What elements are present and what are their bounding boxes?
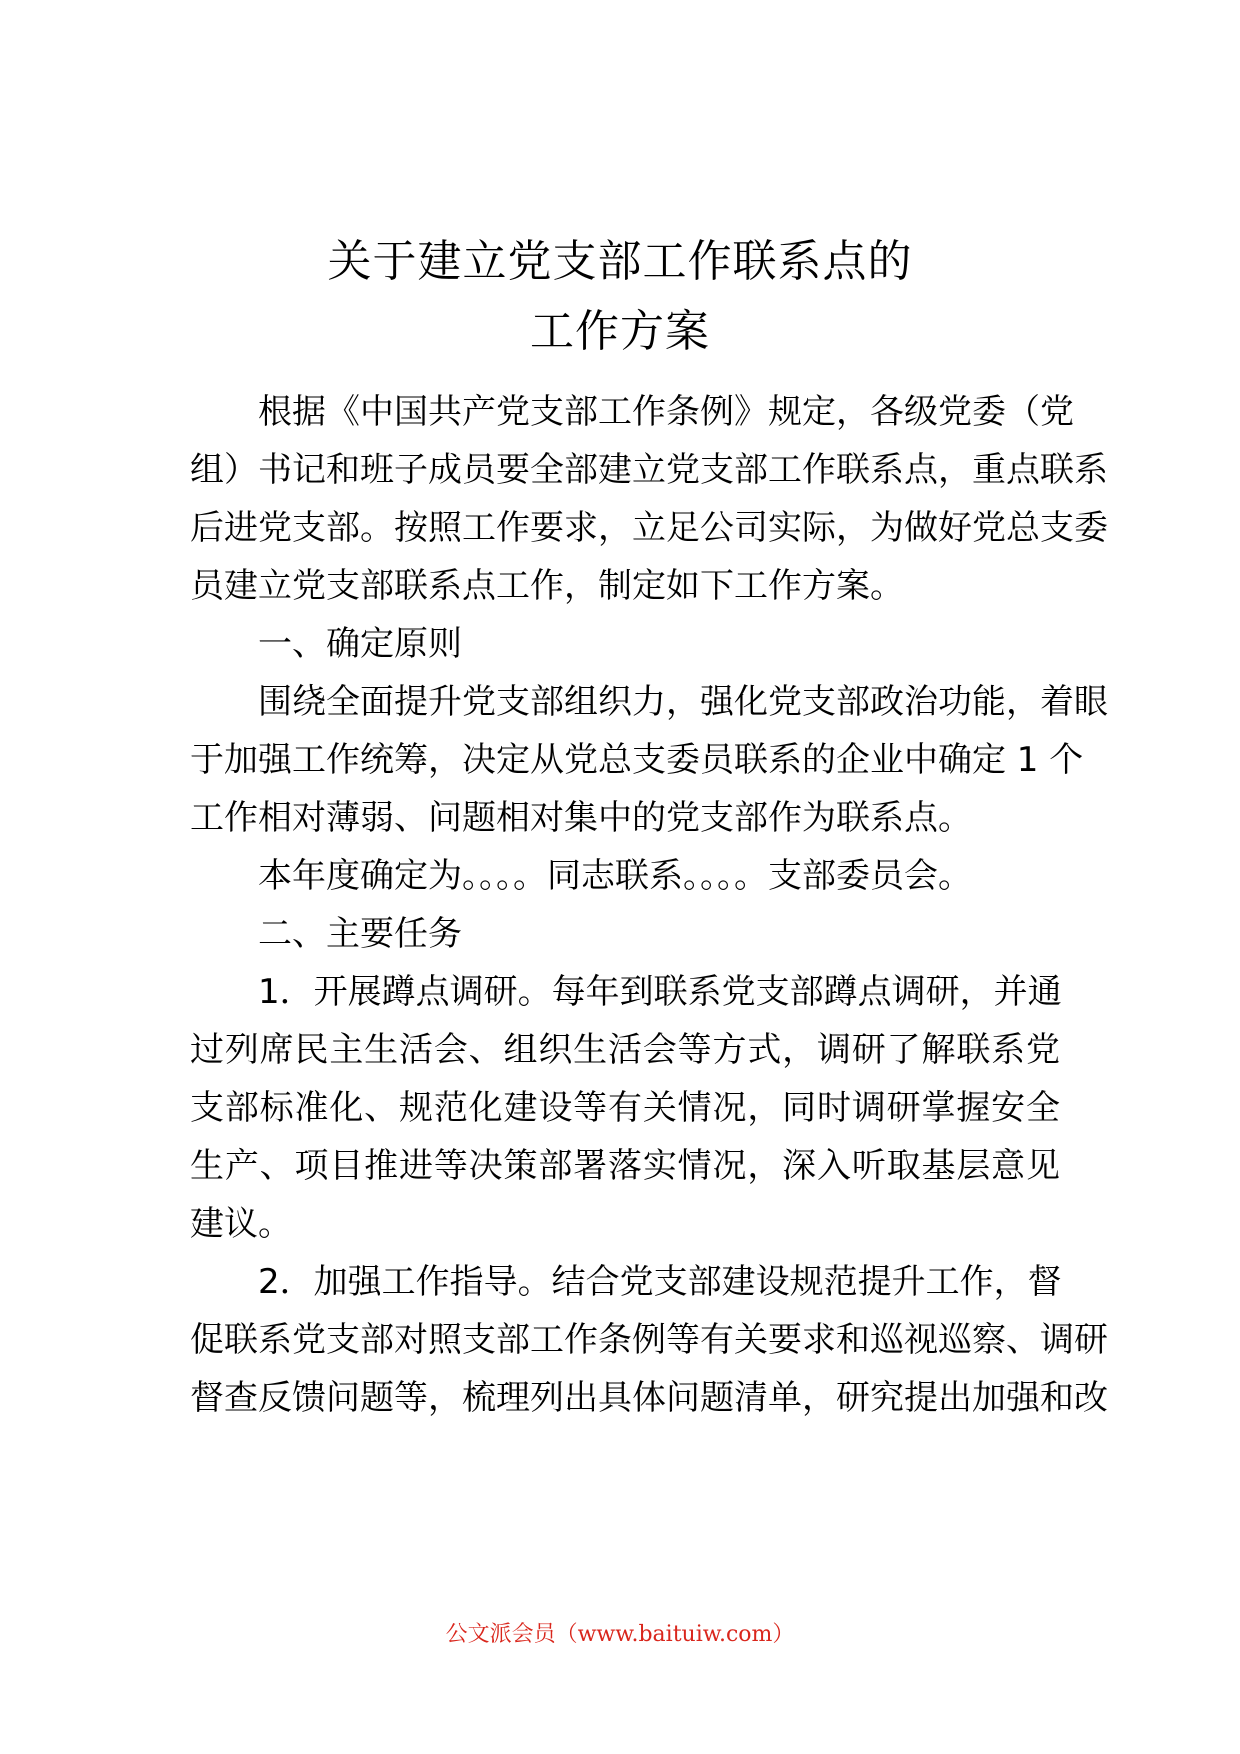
body-line: 于加强工作统筹，决定从党总支委员联系的企业中确定 1 个 — [190, 740, 1084, 780]
body-line: 建议。 — [190, 1204, 292, 1244]
body-line: 根据《中国共产党支部工作条例》规定，各级党委（党 — [258, 392, 1074, 432]
footer-watermark-link[interactable]: 公文派会员（www.baituiw.com） — [445, 1622, 795, 1647]
document-title-line-2: 工作方案 — [530, 306, 710, 357]
section-heading: 二、主要任务 — [258, 914, 462, 954]
body-line: 2．加强工作指导。结合党支部建设规范提升工作，督 — [258, 1262, 1062, 1302]
body-line: 员建立党支部联系点工作，制定如下工作方案。 — [190, 566, 904, 606]
body-line: 督查反馈问题等，梳理列出具体问题清单，研究提出加强和改 — [190, 1378, 1108, 1418]
document-title-line-1: 关于建立党支部工作联系点的 — [327, 236, 913, 287]
body-line: 支部标准化、规范化建设等有关情况，同时调研掌握安全 — [190, 1088, 1060, 1128]
body-line: 1．开展蹲点调研。每年到联系党支部蹲点调研，并通 — [258, 972, 1062, 1012]
body-line: 生产、项目推进等决策部署落实情况，深入听取基层意见 — [190, 1146, 1060, 1186]
section-heading: 一、确定原则 — [258, 624, 462, 664]
body-line: 本年度确定为。。。。同志联系。。。。支部委员会。 — [258, 856, 972, 896]
body-line: 促联系党支部对照支部工作条例等有关要求和巡视巡察、调研 — [190, 1320, 1108, 1360]
body-line: 围绕全面提升党支部组织力，强化党支部政治功能，着眼 — [258, 682, 1108, 722]
body-line: 过列席民主生活会、组织生活会等方式，调研了解联系党 — [190, 1030, 1060, 1070]
body-line: 工作相对薄弱、问题相对集中的党支部作为联系点。 — [190, 798, 972, 838]
body-line: 后进党支部。按照工作要求，立足公司实际，为做好党总支委 — [190, 508, 1108, 548]
body-line: 组）书记和班子成员要全部建立党支部工作联系点，重点联系 — [190, 450, 1108, 490]
